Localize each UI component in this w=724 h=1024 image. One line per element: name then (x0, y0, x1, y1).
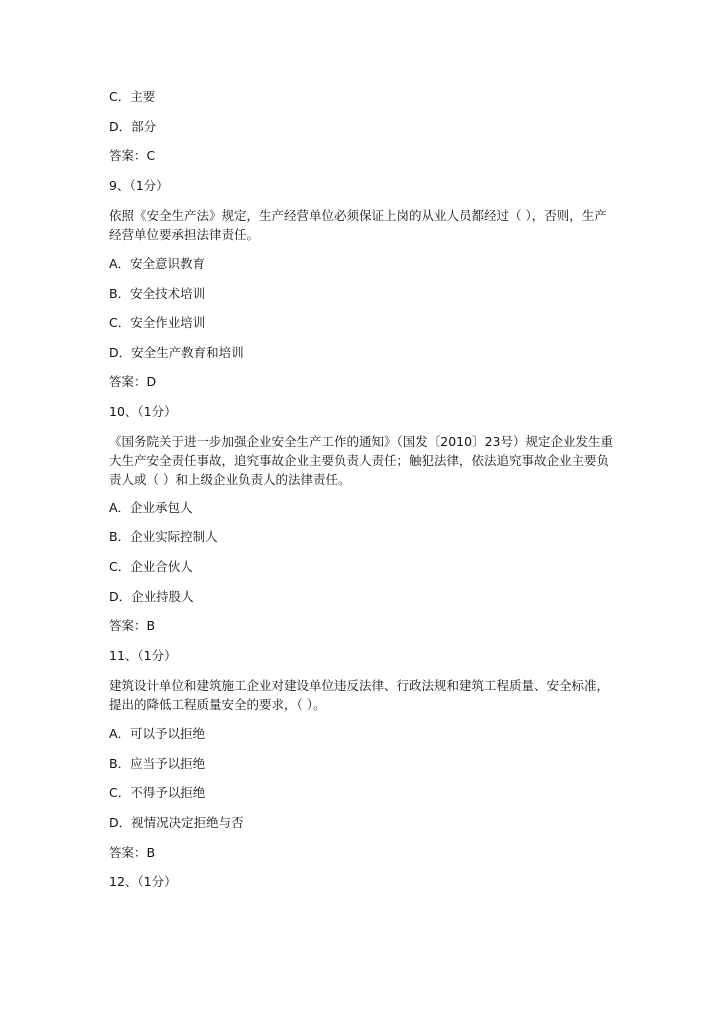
option-c-q10: C．企业合伙人 (109, 559, 193, 574)
question-10-header: 10、（1分） (109, 404, 177, 419)
answer-q8: 答案：C (109, 148, 156, 163)
option-b-q10: B．企业实际控制人 (109, 529, 218, 544)
question-9-header: 9、（1分） (109, 178, 169, 193)
option-a-q11: A．可以予以拒绝 (109, 726, 206, 741)
answer-q10: 答案：B (109, 618, 156, 633)
answer-q11: 答案：B (109, 845, 156, 860)
option-c-q9: C．安全作业培训 (109, 315, 206, 330)
option-c-q11: C．不得予以拒绝 (109, 785, 206, 800)
question-11-text: 建筑设计单位和建筑施工企业对建设单位违反法律、行政法规和建筑工程质量、安全标准，提出的降低工程质量安全的要求，（ ）。 (109, 678, 610, 712)
question-10-text: 《国务院关于进一步加强企业安全生产工作的通知》（国发〔2010〕23号）规定企业发生重大生产安全责任事故，追究事故企业主要负责人责任；触犯法律，依法追究事故企业主要负责人或（ ）和上级企业负责人的法律责任。 (109, 434, 613, 487)
question-9-text: 依照《安全生产法》规定，生产经营单位必须保证上岗的从业人员都经过（ ），否则，生产经营单位要承担法律责任。 (109, 208, 607, 242)
question-11-header: 11、（1分） (109, 648, 177, 663)
option-d-q10: D．企业持股人 (109, 589, 194, 604)
option-a-q9: A．安全意识教育 (109, 256, 206, 271)
option-c-q8: C．主要 (109, 89, 156, 104)
option-b-q11: B．应当予以拒绝 (109, 756, 206, 771)
question-12-header: 12、（1分） (109, 874, 177, 889)
option-a-q10: A．企业承包人 (109, 500, 193, 515)
answer-q9: 答案：D (109, 374, 157, 389)
option-d-q11: D．视情况决定拒绝与否 (109, 815, 244, 830)
option-b-q9: B．安全技术培训 (109, 286, 206, 301)
option-d-q8: D．部分 (109, 119, 157, 134)
option-d-q9: D．安全生产教育和培训 (109, 345, 244, 360)
